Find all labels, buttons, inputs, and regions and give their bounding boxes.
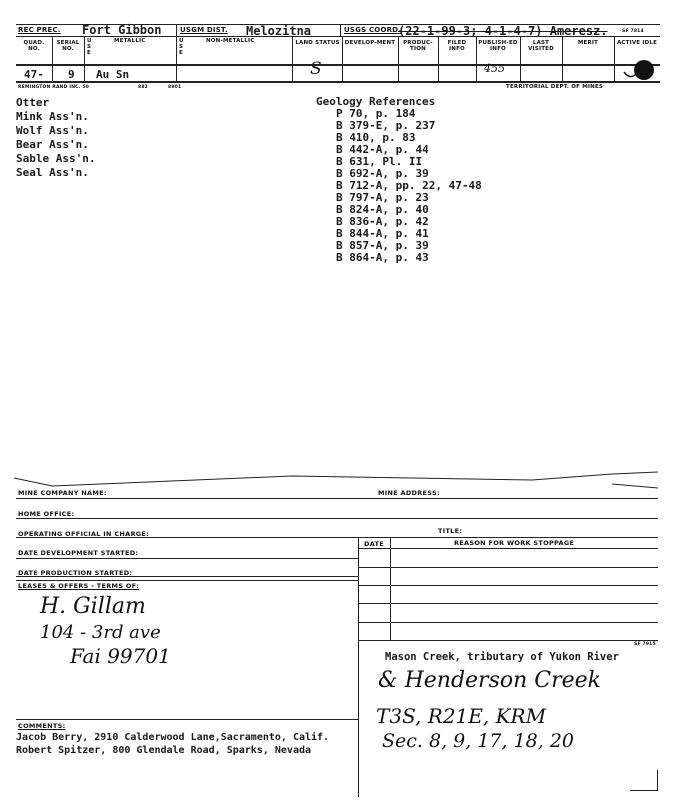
sections-handwritten: Sec. 8, 9, 17, 18, 20 bbox=[382, 730, 575, 752]
geology-ref: B 692-A, p. 39 bbox=[336, 167, 429, 180]
metallic-value: Au Sn bbox=[96, 68, 130, 81]
printer-note: REMINGTON RAND INC. 50 bbox=[18, 85, 89, 90]
geology-ref: B 442-A, p. 44 bbox=[336, 143, 429, 156]
quad-no-value: 47- bbox=[24, 68, 44, 81]
quad-no-label: QUAD. NO. bbox=[23, 40, 45, 52]
claim-item: Wolf Ass'n. bbox=[16, 124, 89, 137]
geology-ref: B 797-A, p. 23 bbox=[336, 191, 429, 204]
geology-ref: B 379-E, p. 237 bbox=[336, 119, 436, 132]
serial-no-label: SERIAL NO. bbox=[56, 40, 80, 52]
usgm-dist-label: USGM DIST. bbox=[180, 26, 228, 34]
published-info-label: PUBLISH-ED INFO bbox=[478, 40, 518, 52]
printer-code-1: 882 bbox=[138, 85, 148, 90]
home-office-label: HOME OFFICE: bbox=[18, 510, 75, 518]
fold-line bbox=[12, 470, 660, 494]
geology-ref: B 631, Pl. II bbox=[336, 155, 423, 168]
rec-prec-label: REC PREC. bbox=[18, 26, 61, 34]
lease-holder-name: H. Gillam bbox=[40, 594, 146, 619]
metallic-label: METALLIC bbox=[114, 38, 146, 44]
claim-item: Mink Ass'n. bbox=[16, 110, 89, 123]
claim-item: Seal Ass'n. bbox=[16, 166, 89, 179]
geology-ref: P 70, p. 184 bbox=[336, 107, 416, 120]
serial-no-value: 9 bbox=[68, 68, 75, 81]
printer-code-2: 8901 bbox=[168, 85, 182, 90]
prod-started-label: DATE PRODUCTION STARTED: bbox=[18, 569, 133, 577]
use-nonmetallic-label: U S E bbox=[179, 38, 184, 56]
geology-references bbox=[316, 96, 482, 264]
date-column-label: DATE bbox=[364, 540, 384, 548]
territorial-label: TERRITORIAL DEPT. OF MINES bbox=[506, 84, 604, 90]
geology-ref: B 844-A, p. 41 bbox=[336, 227, 429, 240]
geology-ref: B 836-A, p. 42 bbox=[336, 215, 429, 228]
production-label: PRODUC-TION bbox=[403, 40, 433, 52]
use-metallic-label: U S E bbox=[87, 38, 92, 56]
geology-title: Geology References bbox=[316, 95, 436, 108]
form-code-2: SF 7915 bbox=[634, 642, 656, 647]
last-visited-label: LAST VISITED bbox=[528, 40, 554, 52]
comment-line: Jacob Berry, 2910 Calderwood Lane,Sacramento, Calif. bbox=[16, 732, 330, 743]
geology-ref: B 857-A, p. 39 bbox=[336, 239, 429, 252]
location-handwritten: & Henderson Creek bbox=[378, 668, 601, 693]
claim-item: Bear Ass'n. bbox=[16, 138, 89, 151]
geology-ref: B 824-A, p. 40 bbox=[336, 203, 429, 216]
usgs-coord-label: USGS COORD. bbox=[344, 26, 402, 34]
published-info-value: 455 bbox=[484, 62, 505, 75]
rec-prec-value: Fort Gibbon bbox=[82, 23, 162, 37]
dev-started-label: DATE DEVELOPMENT STARTED: bbox=[18, 549, 139, 557]
comments-label: COMMENTS: bbox=[18, 722, 66, 730]
lease-holder-street: 104 - 3rd ave bbox=[40, 622, 161, 643]
title-label: TITLE: bbox=[438, 527, 463, 535]
active-idle-label: ACTIVE IDLE bbox=[616, 40, 658, 46]
claim-item: Sable Ass'n. bbox=[16, 152, 96, 165]
land-status-label: LAND STATUS bbox=[295, 40, 340, 46]
mine-address-label: MINE ADDRESS: bbox=[378, 489, 440, 497]
location-typed: Mason Creek, tributary of Yukon River bbox=[385, 651, 619, 663]
merit-label: MERIT bbox=[577, 40, 599, 46]
geology-ref: B 712-A, pp. 22, 47-48 bbox=[336, 179, 482, 192]
filed-info-label: FILED INFO bbox=[447, 40, 467, 52]
geology-ref: B 864-A, p. 43 bbox=[336, 251, 429, 264]
land-status-value: S bbox=[310, 59, 322, 79]
usgs-coord-value: (22-1-99-3; 4-1-4-7) Ameresz. bbox=[398, 24, 608, 38]
claims-list bbox=[16, 96, 95, 180]
geology-ref: B 410, p. 83 bbox=[336, 131, 416, 144]
lease-holder-city: Fai 99701 bbox=[70, 644, 171, 668]
claim-item: Otter bbox=[16, 96, 50, 109]
township-handwritten: T3S, R21E, KRM bbox=[376, 704, 547, 728]
usgm-dist-value: Melozitna bbox=[246, 24, 312, 38]
nonmetallic-label: NON-METALLIC bbox=[206, 38, 255, 44]
form-code: SF 7814 bbox=[622, 29, 644, 34]
reason-column-label: REASON FOR WORK STOPPAGE bbox=[454, 539, 575, 547]
active-status-marker bbox=[622, 58, 656, 84]
mine-company-label: MINE COMPANY NAME: bbox=[18, 489, 107, 497]
leases-label: LEASES & OFFERS - TERMS OF: bbox=[18, 582, 139, 590]
development-label: DEVELOP-MENT bbox=[344, 40, 396, 46]
operating-official-label: OPERATING OFFICIAL IN CHARGE: bbox=[18, 530, 150, 538]
comment-line: Robert Spitzer, 800 Glendale Road, Sparks, Nevada bbox=[16, 745, 312, 756]
